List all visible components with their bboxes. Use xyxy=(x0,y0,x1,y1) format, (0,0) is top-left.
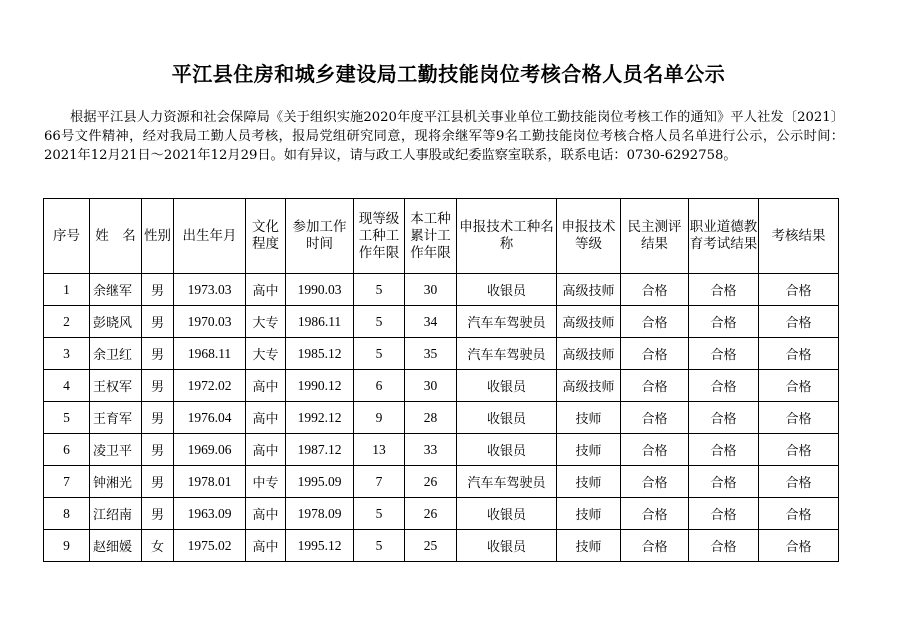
cell-total-years: 30 xyxy=(405,370,457,402)
cell-trade: 汽车车驾驶员 xyxy=(457,338,557,370)
table-row xyxy=(44,274,839,306)
cell-name: 王权军 xyxy=(90,370,142,402)
cell-index: 6 xyxy=(44,434,90,466)
cell-index: 4 xyxy=(44,370,90,402)
cell-grade-years: 5 xyxy=(354,530,405,562)
cell-work-start: 1987.12 xyxy=(286,434,354,466)
cell-evaluation: 合格 xyxy=(621,370,689,402)
header-col-name: 姓 名 xyxy=(90,199,142,274)
cell-grade-years: 5 xyxy=(354,498,405,530)
cell-education: 高中 xyxy=(246,498,286,530)
cell-level: 技师 xyxy=(557,466,621,498)
cell-trade: 汽车车驾驶员 xyxy=(457,466,557,498)
cell-ethics-exam: 合格 xyxy=(689,498,759,530)
cell-level: 高级技师 xyxy=(557,274,621,306)
cell-evaluation: 合格 xyxy=(621,338,689,370)
cell-name: 彭晓风 xyxy=(90,306,142,338)
cell-trade: 收银员 xyxy=(457,434,557,466)
header-col-result: 考核结果 xyxy=(759,199,839,274)
cell-birth: 1973.03 xyxy=(174,274,246,306)
cell-result: 合格 xyxy=(759,274,839,306)
cell-ethics-exam: 合格 xyxy=(689,402,759,434)
table-row xyxy=(44,402,839,434)
header-col-grade-years: 现等级工种工作年限 xyxy=(354,199,405,274)
personnel-table xyxy=(43,198,839,562)
cell-work-start: 1990.03 xyxy=(286,274,354,306)
cell-birth: 1970.03 xyxy=(174,306,246,338)
cell-education: 高中 xyxy=(246,402,286,434)
table-row xyxy=(44,466,839,498)
cell-total-years: 28 xyxy=(405,402,457,434)
cell-grade-years: 5 xyxy=(354,274,405,306)
cell-evaluation: 合格 xyxy=(621,274,689,306)
table-row xyxy=(44,338,839,370)
cell-ethics-exam: 合格 xyxy=(689,306,759,338)
cell-birth: 1976.04 xyxy=(174,402,246,434)
cell-result: 合格 xyxy=(759,338,839,370)
cell-gender: 男 xyxy=(142,370,174,402)
header-col-birth: 出生年月 xyxy=(174,199,246,274)
cell-evaluation: 合格 xyxy=(621,466,689,498)
cell-total-years: 34 xyxy=(405,306,457,338)
cell-work-start: 1992.12 xyxy=(286,402,354,434)
cell-ethics-exam: 合格 xyxy=(689,338,759,370)
cell-index: 2 xyxy=(44,306,90,338)
cell-work-start: 1995.12 xyxy=(286,530,354,562)
cell-education: 高中 xyxy=(246,274,286,306)
cell-gender: 男 xyxy=(142,338,174,370)
cell-total-years: 33 xyxy=(405,434,457,466)
cell-education: 高中 xyxy=(246,370,286,402)
cell-ethics-exam: 合格 xyxy=(689,466,759,498)
cell-index: 5 xyxy=(44,402,90,434)
cell-total-years: 26 xyxy=(405,498,457,530)
header-col-evaluation: 民主测评结果 xyxy=(621,199,689,274)
cell-gender: 男 xyxy=(142,402,174,434)
cell-result: 合格 xyxy=(759,402,839,434)
header-col-work-start: 参加工作时间 xyxy=(286,199,354,274)
cell-birth: 1963.09 xyxy=(174,498,246,530)
intro-paragraph: 根据平江县人力资源和社会保障局《关于组织实施2020年度平江县机关事业单位工勤技能岗位考核工作的通知》平人社发〔2021〕66号文件精神，经对我局工勤人员考核，报局党组研究同意，现将余继军等9名工勤技能岗位考核合格人员名单进行公示，公示时间：2021年12月21日～2021年12月29日。如有异议，请与政工人事股或纪委监察室联系，联系电话：0730-6292758。 xyxy=(44,110,844,163)
cell-education: 高中 xyxy=(246,530,286,562)
header-col-level: 申报技术等级 xyxy=(557,199,621,274)
cell-result: 合格 xyxy=(759,466,839,498)
cell-index: 9 xyxy=(44,530,90,562)
cell-level: 高级技师 xyxy=(557,306,621,338)
cell-grade-years: 13 xyxy=(354,434,405,466)
table-row xyxy=(44,434,839,466)
cell-level: 技师 xyxy=(557,402,621,434)
cell-education: 高中 xyxy=(246,434,286,466)
cell-name: 江绍南 xyxy=(90,498,142,530)
cell-evaluation: 合格 xyxy=(621,434,689,466)
cell-name: 赵细媛 xyxy=(90,530,142,562)
cell-grade-years: 5 xyxy=(354,306,405,338)
cell-evaluation: 合格 xyxy=(621,402,689,434)
cell-grade-years: 7 xyxy=(354,466,405,498)
table-body xyxy=(44,274,839,562)
cell-birth: 1972.02 xyxy=(174,370,246,402)
cell-index: 1 xyxy=(44,274,90,306)
table-row xyxy=(44,498,839,530)
cell-grade-years: 6 xyxy=(354,370,405,402)
cell-level: 高级技师 xyxy=(557,370,621,402)
header-col-index: 序号 xyxy=(44,199,90,274)
cell-birth: 1975.02 xyxy=(174,530,246,562)
cell-birth: 1968.11 xyxy=(174,338,246,370)
cell-trade: 收银员 xyxy=(457,274,557,306)
cell-level: 技师 xyxy=(557,498,621,530)
cell-level: 高级技师 xyxy=(557,338,621,370)
cell-result: 合格 xyxy=(759,498,839,530)
cell-total-years: 30 xyxy=(405,274,457,306)
header-col-ethics-exam: 职业道德教育考试结果 xyxy=(689,199,759,274)
cell-gender: 男 xyxy=(142,306,174,338)
cell-evaluation: 合格 xyxy=(621,498,689,530)
cell-ethics-exam: 合格 xyxy=(689,274,759,306)
cell-evaluation: 合格 xyxy=(621,530,689,562)
cell-total-years: 26 xyxy=(405,466,457,498)
cell-work-start: 1985.12 xyxy=(286,338,354,370)
cell-grade-years: 5 xyxy=(354,338,405,370)
cell-level: 技师 xyxy=(557,434,621,466)
cell-gender: 女 xyxy=(142,530,174,562)
cell-trade: 汽车车驾驶员 xyxy=(457,306,557,338)
table-row xyxy=(44,370,839,402)
header-col-trade: 申报技术工种名称 xyxy=(457,199,557,274)
cell-birth: 1969.06 xyxy=(174,434,246,466)
cell-work-start: 1990.12 xyxy=(286,370,354,402)
cell-name: 凌卫平 xyxy=(90,434,142,466)
cell-work-start: 1986.11 xyxy=(286,306,354,338)
cell-trade: 收银员 xyxy=(457,498,557,530)
page-title: 平江县住房和城乡建设局工勤技能岗位考核合格人员名单公示 xyxy=(171,62,726,86)
cell-gender: 男 xyxy=(142,498,174,530)
cell-work-start: 1978.09 xyxy=(286,498,354,530)
cell-index: 8 xyxy=(44,498,90,530)
cell-result: 合格 xyxy=(759,530,839,562)
cell-ethics-exam: 合格 xyxy=(689,530,759,562)
header-col-education: 文化程度 xyxy=(246,199,286,274)
cell-level: 技师 xyxy=(557,530,621,562)
cell-name: 余卫红 xyxy=(90,338,142,370)
table-row xyxy=(44,530,839,562)
cell-ethics-exam: 合格 xyxy=(689,434,759,466)
cell-trade: 收银员 xyxy=(457,370,557,402)
cell-education: 大专 xyxy=(246,338,286,370)
cell-result: 合格 xyxy=(759,306,839,338)
cell-gender: 男 xyxy=(142,434,174,466)
cell-name: 钟湘光 xyxy=(90,466,142,498)
cell-gender: 男 xyxy=(142,466,174,498)
cell-name: 王育军 xyxy=(90,402,142,434)
cell-index: 7 xyxy=(44,466,90,498)
cell-ethics-exam: 合格 xyxy=(689,370,759,402)
cell-education: 大专 xyxy=(246,306,286,338)
cell-name: 余继军 xyxy=(90,274,142,306)
table-header-row xyxy=(44,199,839,274)
cell-total-years: 35 xyxy=(405,338,457,370)
cell-birth: 1978.01 xyxy=(174,466,246,498)
cell-result: 合格 xyxy=(759,434,839,466)
cell-trade: 收银员 xyxy=(457,402,557,434)
cell-work-start: 1995.09 xyxy=(286,466,354,498)
cell-grade-years: 9 xyxy=(354,402,405,434)
cell-result: 合格 xyxy=(759,370,839,402)
table-row xyxy=(44,306,839,338)
header-col-gender: 性别 xyxy=(142,199,174,274)
cell-education: 中专 xyxy=(246,466,286,498)
cell-evaluation: 合格 xyxy=(621,306,689,338)
cell-trade: 收银员 xyxy=(457,530,557,562)
cell-total-years: 25 xyxy=(405,530,457,562)
cell-index: 3 xyxy=(44,338,90,370)
cell-gender: 男 xyxy=(142,274,174,306)
header-col-total-years: 本工种累计工作年限 xyxy=(405,199,457,274)
